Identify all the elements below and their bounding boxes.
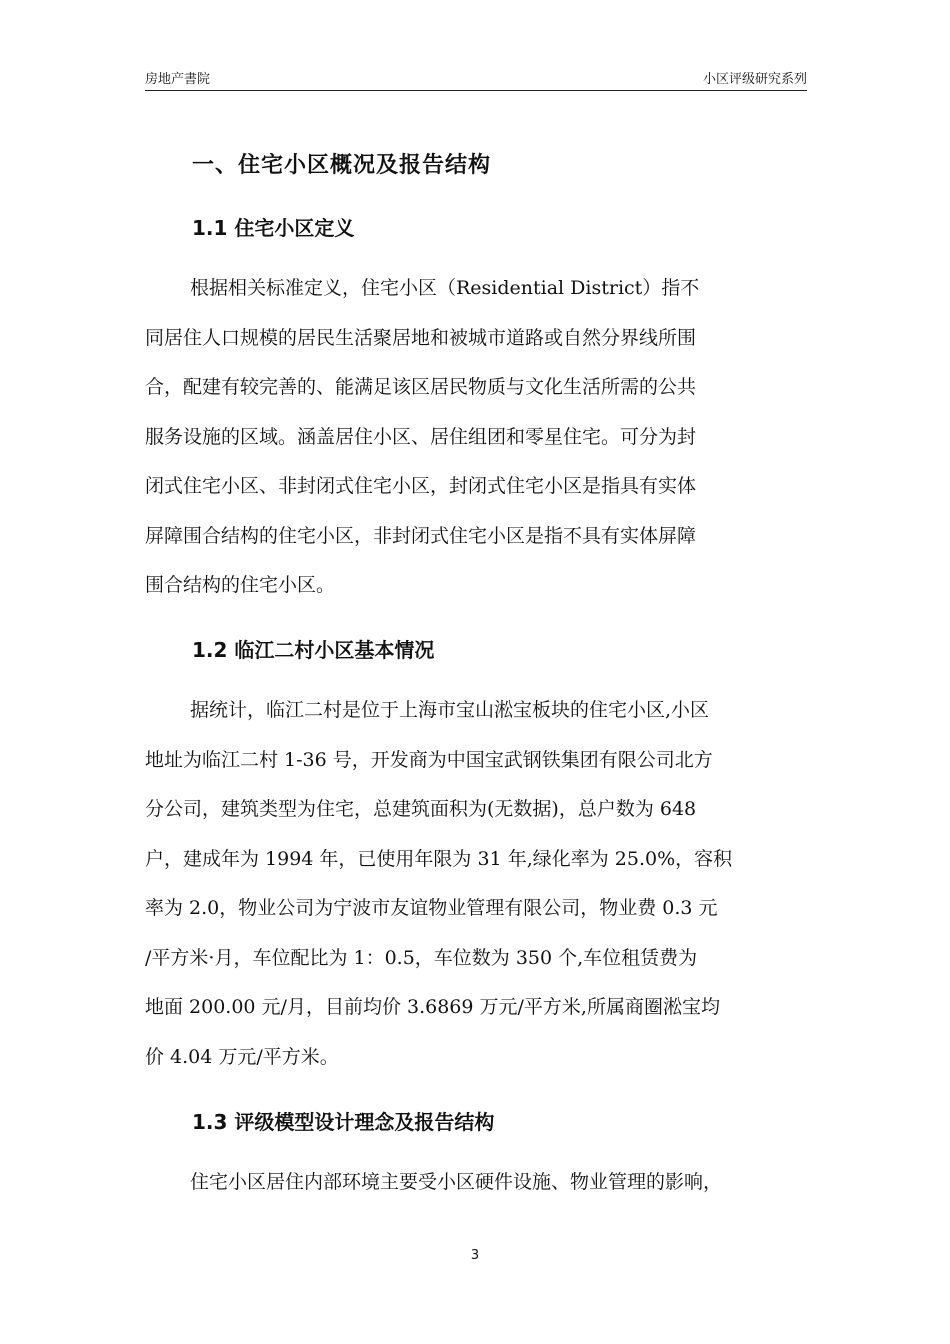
paragraph-basic-info [145, 686, 809, 1082]
text-line: 屏障围合结构的住宅小区，非封闭式住宅小区是指不具有实体屏障 [145, 524, 697, 547]
header-right-text: 小区评级研究系列 [702, 72, 807, 87]
subsection-title-1-3: 1.3 评级模型设计理念及报告结构 [192, 1110, 495, 1134]
page-header [145, 66, 807, 91]
text-line: 地址为临江二村 1-36 号，开发商为中国宝武钢铁集团有限公司北方 [145, 748, 713, 771]
page-number: 3 [470, 1248, 480, 1263]
text-line: 闭式住宅小区、非封闭式住宅小区，封闭式住宅小区是指具有实体 [145, 475, 697, 497]
text-line: 分公司，建筑类型为住宅，总建筑面积为(无数据)，总户数为 648 [145, 798, 697, 820]
paragraph-model-design [145, 1158, 809, 1208]
text-line: 同居住人口规模的居民生活聚居地和被城市道路或自然分界线所围 [145, 326, 697, 349]
text-line: 率为 2.0，物业公司为宁波市友谊物业管理有限公司，物业费 0.3 元 [145, 897, 718, 919]
paragraph-definition [145, 264, 809, 611]
text-line: 据统计，临江二村是位于上海市宝山淞宝板块的住宅小区,小区 [190, 699, 710, 721]
text-line: 价 4.04 万元/平方米。 [145, 1045, 339, 1068]
section-title: 一、住宅小区概况及报告结构 [192, 153, 492, 178]
text-line: /平方米·月，车位配比为 1：0.5，车位数为 350 个,车位租赁费为 [145, 946, 698, 969]
text-line: 服务设施的区域。涵盖居住小区、居住组团和零星住宅。可分为封 [145, 425, 697, 448]
subsection-title-1-1: 1.1 住宅小区定义 [192, 216, 355, 240]
text-line: 住宅小区居住内部环境主要受小区硬件设施、物业管理的影响， [190, 1171, 723, 1193]
text-line: 合，配建有较完善的、能满足该区居民物质与文化生活所需的公共 [145, 376, 697, 398]
text-line: 根据相关标准定义，住宅小区（Residential District）指不 [190, 277, 700, 299]
text-line: 围合结构的住宅小区。 [145, 574, 336, 596]
subsection-title-1-2: 1.2 临江二村小区基本情况 [192, 638, 435, 662]
header-left-text: 房地产書院 [145, 72, 211, 87]
text-line: 地面 200.00 元/月，目前均价 3.6869 万元/平方米,所属商圈淞宝均 [145, 996, 720, 1018]
text-line: 户，建成年为 1994 年，已使用年限为 31 年,绿化率为 25.0%，容积 [145, 847, 733, 870]
